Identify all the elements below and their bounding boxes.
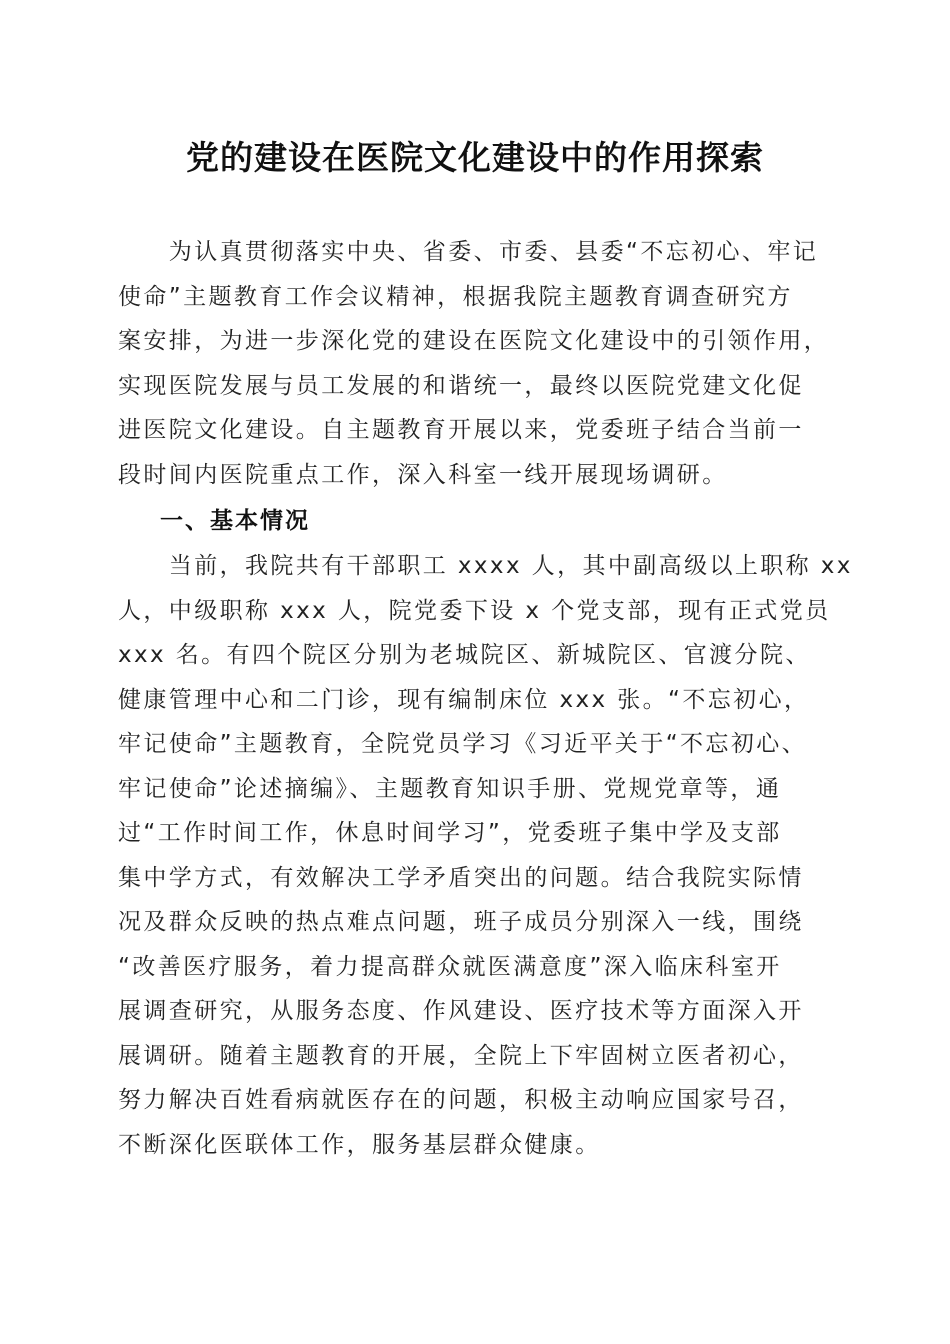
paragraph-line: 为认真贯彻落实中央、省委、市委、县委“不忘初心、牢记 <box>118 239 819 265</box>
paragraph-line: 努力解决百姓看病就医存在的问题，积极主动响应国家号召， <box>118 1087 804 1113</box>
paragraph-line: 案安排，为进一步深化党的建设在医院文化建设中的引领作用， <box>118 328 830 354</box>
paragraph-line: 实现医院发展与员工发展的和谐统一，最终以医院党建文化促 <box>118 372 804 399</box>
section-heading: 一、基本情况 <box>160 508 310 534</box>
paragraph-line: 展调查研究，从服务态度、作风建设、医疗技术等方面深入开 <box>118 998 804 1024</box>
paragraph-line: 使命”主题教育工作会议精神，根据我院主题教育调查研究方 <box>118 283 793 310</box>
paragraph-line: 过“工作时间工作，休息时间学习”，党委班子集中学及支部 <box>118 820 782 846</box>
paragraph-line: xxx 名。有四个院区分别为老城院区、新城院区、官渡分院、 <box>118 642 811 668</box>
paragraph-line: 健康管理中心和二门诊，现有编制床位 xxx 张。“不忘初心， <box>118 686 810 713</box>
paragraph-line: 进医院文化建设。自主题教育开展以来，党委班子结合当前一 <box>118 417 804 443</box>
paragraph-line: 当前，我院共有干部职工 xxxx 人，其中副高级以上职称 xx <box>118 553 853 579</box>
paragraph-line: “改善医疗服务，着力提高群众就医满意度”深入临床科室开 <box>118 953 782 980</box>
paragraph-line: 展调研。随着主题教育的开展，全院上下牢固树立医者初心， <box>118 1042 804 1069</box>
paragraph-line: 不断深化医联体工作，服务基层群众健康。 <box>118 1131 601 1158</box>
paragraph-line: 段时间内医院重点工作，深入科室一线开展现场调研。 <box>118 461 728 488</box>
basic-situation-paragraph <box>118 544 853 1167</box>
document-title: 党的建设在医院文化建设中的作用探索 <box>186 138 764 177</box>
paragraph-line: 牢记使命”主题教育，全院党员学习《习近平关于“不忘初心、 <box>118 731 808 757</box>
intro-paragraph <box>118 230 834 497</box>
paragraph-line: 人，中级职称 xxx 人，院党委下设 x 个党支部，现有正式党员 <box>118 597 831 624</box>
paragraph-line: 集中学方式，有效解决工学矛盾突出的问题。结合我院实际情 <box>118 864 804 891</box>
paragraph-line: 况及群众反映的热点难点问题，班子成员分别深入一线，围绕 <box>118 909 804 935</box>
paragraph-line: 牢记使命”论述摘编》、主题教育知识手册、党规党章等，通 <box>118 775 782 802</box>
